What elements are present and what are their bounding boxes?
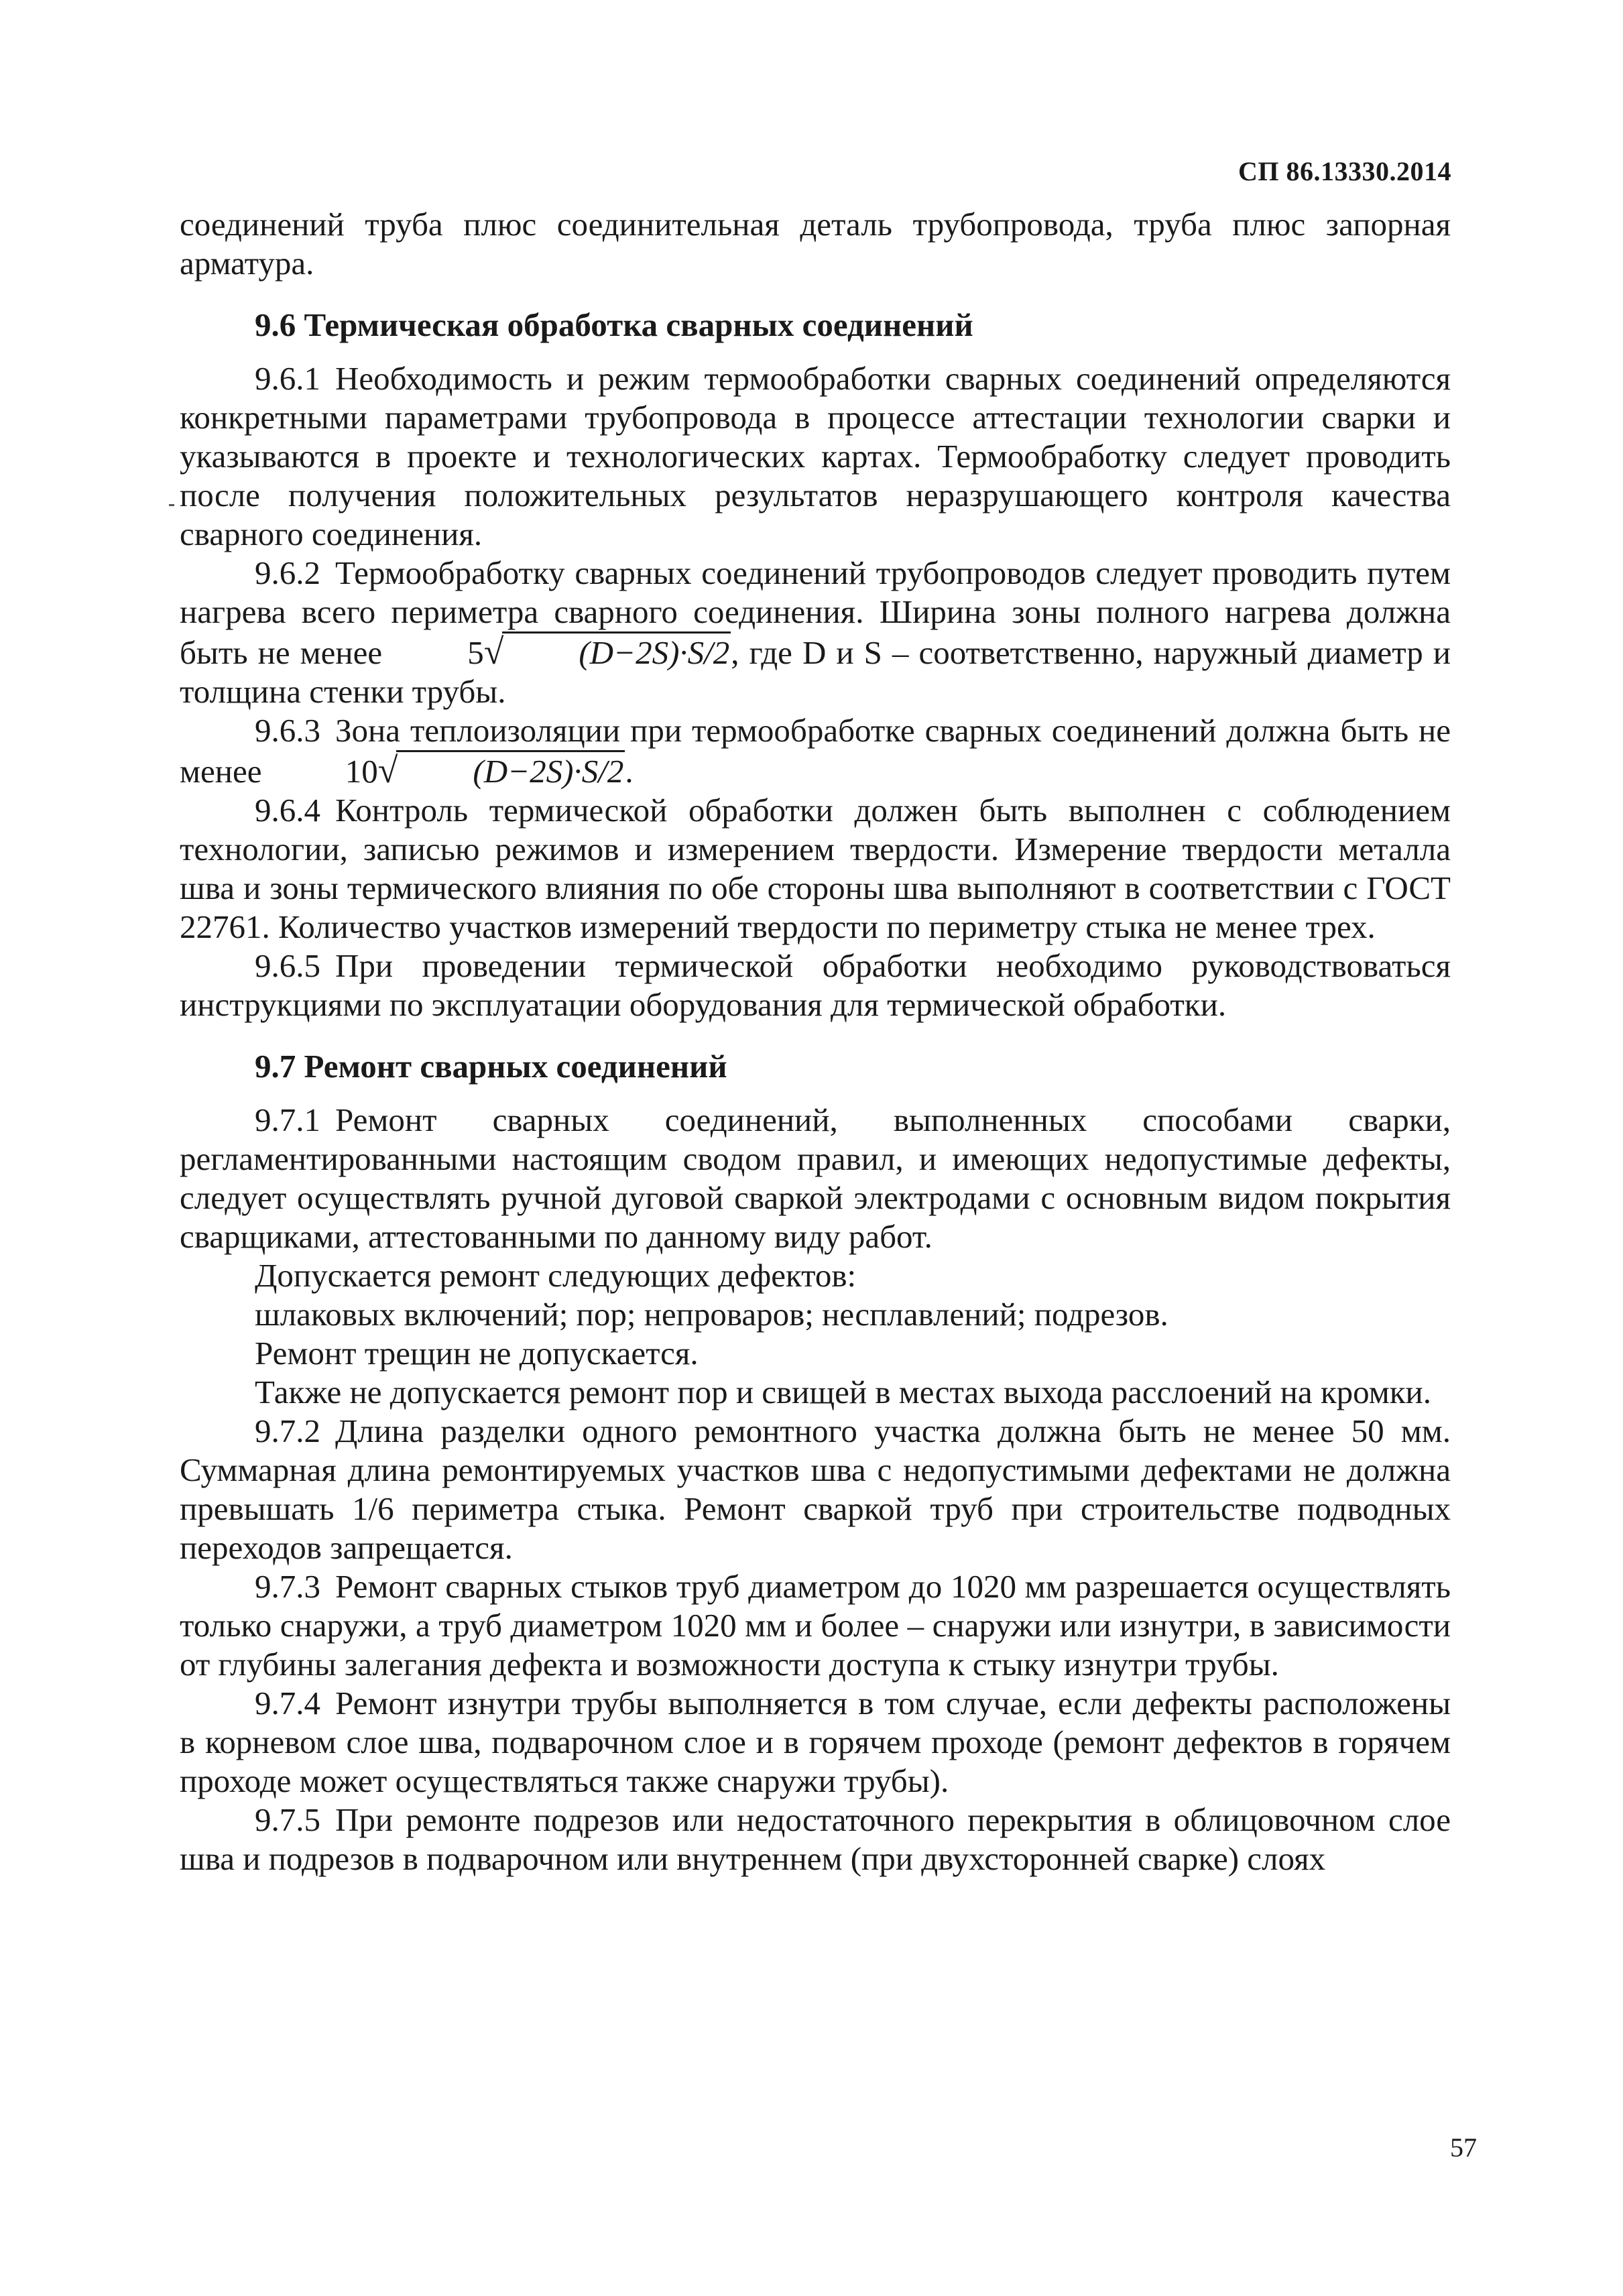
formula-radicand: (D−2S)·S/2 xyxy=(396,750,625,791)
clause-text: Зона теплоизоляции при термообработке сварных соединений должна быть не менее xyxy=(180,712,1451,790)
document-code: СП 86.13330.2014 xyxy=(1238,156,1451,186)
paragraph-9-7-5 xyxy=(180,1801,1451,1878)
page-number: 57 xyxy=(1450,2132,1477,2163)
formula-radicand: (D−2S)·S/2 xyxy=(502,631,731,672)
paragraph-9-7-1-defects: шлаковых включений; пор; непроваров; несплавлений; подрезов. xyxy=(255,1296,1168,1333)
clause-number: 9.6.4 xyxy=(255,792,320,829)
clause-text: . xyxy=(625,753,634,790)
paragraph-9-6-2 xyxy=(180,554,1451,711)
formula-insulation-zone xyxy=(270,750,625,791)
paragraph-9-7-1-cracks: Ремонт трещин не допускается. xyxy=(255,1335,699,1372)
paragraph-9-7-3 xyxy=(180,1567,1451,1684)
clause-number: 9.7.5 xyxy=(255,1801,320,1838)
formula-heating-zone xyxy=(392,631,731,672)
clause-number: 9.6.5 xyxy=(255,947,320,984)
clause-text: Необходимость и режим термообработки сварных соединений определяются конкретными параметрами трубопровода в процессе аттестации технологии сварки и указываются в проекте и технологических картах. Термообработку следует проводить после получения положительных результатов неразрушающего контроля качества сварного соединения. xyxy=(180,360,1451,552)
scan-artifact xyxy=(169,504,174,506)
paragraph-9-7-4 xyxy=(180,1684,1451,1801)
section-heading-9-7: 9.7 Ремонт сварных соединений xyxy=(255,1048,727,1085)
clause-number: 9.7.1 xyxy=(255,1101,320,1138)
paragraph-9-6-1 xyxy=(180,359,1451,554)
clause-number: 9.7.4 xyxy=(255,1685,320,1721)
clause-number: 9.6.3 xyxy=(255,712,320,749)
clause-number: 9.7.2 xyxy=(255,1412,320,1449)
paragraph-9-7-1-pores: Также не допускается ремонт пор и свищей в местах выхода расслоений на кромки. xyxy=(255,1374,1432,1410)
clause-text: Длина разделки одного ремонтного участка должна быть не менее 50 мм. Суммарная длина ремонтируемых участков шва с недопустимыми дефектами не должна превышать 1/6 периметра стыка. Ремонт сваркой труб при строительстве подводных переходов запрещается. xyxy=(180,1412,1451,1566)
clause-number: 9.6.2 xyxy=(255,554,320,591)
sqrt-icon: √ xyxy=(483,631,504,672)
paragraph-9-7-2 xyxy=(180,1412,1451,1567)
clause-number: 9.6.1 xyxy=(255,360,320,397)
clause-text: Ремонт сварных соединений, выполненных способами сварки, регламентированными настоящим сводом правил, и имеющих недопустимые дефекты, следует осуществлять ручной дуговой сваркой электродами с основным видом покрытия сварщиками, аттестованными по данному виду работ. xyxy=(180,1101,1451,1255)
clause-text: Контроль термической обработки должен быть выполнен с соблюдением технологии, записью режимов и измерением твердости. Измерение твердости металла шва и зоны термического влияния по обе стороны шва выполняют в соответствии с ГОСТ 22761. Количество участков измерений твердости по периметру стыка не менее трех. xyxy=(180,792,1451,945)
clause-text: Термообработку сварных соединений трубопроводов следует проводить путем нагрева всего периметра сварного соединения. Ширина зоны полного нагрева должна быть не менее xyxy=(180,554,1451,671)
document-body xyxy=(180,205,1451,1878)
clause-text: Ремонт изнутри трубы выполняется в том случае, если дефекты расположены в корневом слое шва, подварочном слое и в горячем проходе (ремонт дефектов в горячем проходе может осуществляться также снаружи трубы). xyxy=(180,1685,1451,1799)
formula-coefficient: 10 xyxy=(345,753,378,790)
clause-text: Ремонт сварных стыков труб диаметром до 1020 мм разрешается осуществлять только снаружи, а труб диаметром 1020 мм и более – снаружи или изнутри, в зависимости от глубины залегания дефекта и возможности доступа к стыку изнутри трубы. xyxy=(180,1568,1451,1683)
clause-number: 9.7.3 xyxy=(255,1568,320,1605)
paragraph-9-7-1-allowed: Допускается ремонт следующих дефектов: xyxy=(255,1257,857,1294)
paragraph-continuation: соединений труба плюс соединительная деталь трубопровода, труба плюс запорная арматура. xyxy=(180,206,1451,282)
formula-coefficient: 5 xyxy=(467,634,484,671)
clause-text: При проведении термической обработки необходимо руководствоваться инструкциями по эксплуатации оборудования для термической обработки. xyxy=(180,947,1451,1023)
paragraph-9-7-1 xyxy=(180,1101,1451,1256)
sqrt-icon: √ xyxy=(377,750,398,790)
paragraph-9-6-5 xyxy=(180,947,1451,1024)
paragraph-9-6-3 xyxy=(180,711,1451,791)
clause-text: При ремонте подрезов или недостаточного перекрытия в облицовочном слое шва и подрезов в подварочном или внутреннем (при двухсторонней сварке) слоях xyxy=(180,1801,1451,1877)
clause-text: , где D и S – соответственно, наружный диаметр и толщина стенки трубы. xyxy=(180,634,1451,710)
paragraph-9-6-4 xyxy=(180,791,1451,947)
section-heading-9-6: 9.6 Термическая обработка сварных соединений xyxy=(255,306,973,343)
